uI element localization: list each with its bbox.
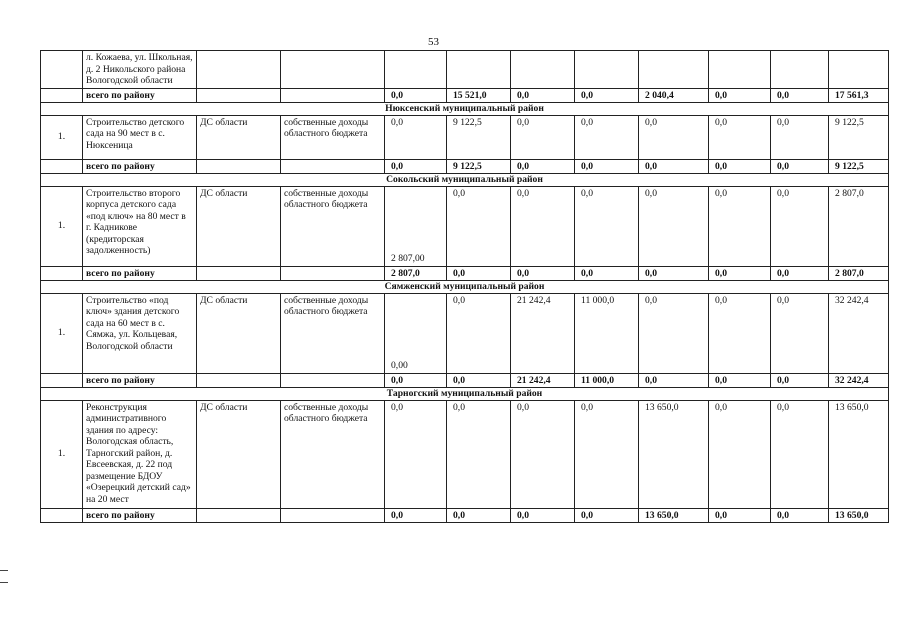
value-cell: 0,0 [511,400,575,508]
total-label: всего по району [83,159,197,174]
value-cell: 0,0 [771,88,829,103]
value-cell: 0,0 [709,400,771,508]
value-cell: 0,0 [447,373,511,388]
value-cell: 0,0 [709,293,771,373]
table-row [41,293,889,373]
value-cell: 0,0 [385,159,447,174]
value-cell: 0,0 [709,115,771,159]
value-cell: 32 242,4 [829,373,889,388]
value-cell: 9 122,5 [829,115,889,159]
total-row [41,508,889,523]
value-cell: 0,0 [511,186,575,266]
value-cell: 0,0 [639,373,709,388]
value-cell: 9 122,5 [829,159,889,174]
value-cell: 0,0 [575,159,639,174]
value-cell: 0,0 [771,186,829,266]
value-cell: 0,0 [639,293,709,373]
value-cell: 32 242,4 [829,293,889,373]
object-name: Реконструкция административного здания по адресу: Вологодская область, Тарногский район, д. Евсеевская, д. 22 под размещение БДОУ «Озерецкий детский сад» на 20 мест [83,400,197,508]
value-cell: 0,0 [511,115,575,159]
object-name: л. Кожаева, ул. Школьная, д. 2 Никольского района Вологодской области [83,51,197,89]
value-cell: 0,0 [575,266,639,281]
value-cell: 0,0 [709,159,771,174]
total-label: всего по району [83,508,197,523]
value-cell: 0,0 [709,186,771,266]
object-name: Строительство «под ключ» здания детского сада на 60 мест в с. Сямжа, ул. Кольцевая, Вологодской области [83,293,197,373]
value-cell: 21 242,4 [511,293,575,373]
section-title-row [41,281,889,294]
total-row [41,373,889,388]
budget-table [40,50,889,523]
section-title: Сямженский муниципальный район [41,281,889,294]
funding-source: ДС области [197,186,281,266]
value-cell: 0,0 [511,159,575,174]
total-label: всего по району [83,88,197,103]
value-cell: 0,0 [447,186,511,266]
value-cell: 2 807,0 [829,186,889,266]
object-name: Строительство детского сада на 90 мест в с. Нюксеница [83,115,197,159]
value-cell: 0,0 [385,373,447,388]
object-name: Строительство второго корпуса детского сада «под ключ» на 80 мест в г. Кадникове (кредиторская задолженность) [83,186,197,266]
value-cell: 0,0 [771,266,829,281]
value-cell: 2 807,00 [385,186,447,266]
funding-type: собственные доходы областного бюджета [281,115,385,159]
value-cell: 2 040,4 [639,88,709,103]
total-row [41,159,889,174]
value-cell: 0,0 [575,186,639,266]
value-cell: 2 807,0 [385,266,447,281]
value-cell: 9 122,5 [447,159,511,174]
value-cell: 2 807,0 [829,266,889,281]
value-cell: 0,0 [575,88,639,103]
value-cell: 0,0 [447,400,511,508]
row-index: 1. [41,400,83,508]
section-title: Нюксенский муниципальный район [41,103,889,116]
value-cell: 15 521,0 [447,88,511,103]
value-cell: 17 561,3 [829,88,889,103]
section-title-row [41,103,889,116]
value-cell: 0,0 [575,508,639,523]
value-cell: 0,0 [385,508,447,523]
value-cell: 0,00 [385,293,447,373]
value-cell: 0,0 [575,400,639,508]
funding-source: ДС области [197,400,281,508]
value-cell: 0,0 [771,400,829,508]
total-row [41,266,889,281]
funding-source: ДС области [197,293,281,373]
value-cell: 0,0 [511,266,575,281]
section-title-row [41,388,889,401]
value-cell: 0,0 [639,115,709,159]
value-cell: 13 650,0 [639,508,709,523]
funding-type: собственные доходы областного бюджета [281,293,385,373]
value-cell: 9 122,5 [447,115,511,159]
value-cell: 0,0 [709,373,771,388]
funding-source: ДС области [197,115,281,159]
value-cell: 0,0 [771,159,829,174]
table-row [41,186,889,266]
value-cell: 0,0 [575,115,639,159]
value-cell: 0,0 [771,115,829,159]
value-cell: 11 000,0 [575,373,639,388]
row-index: 1. [41,115,83,159]
value-cell: 13 650,0 [829,400,889,508]
value-cell: 0,0 [709,266,771,281]
row-index: 1. [41,186,83,266]
funding-type: собственные доходы областного бюджета [281,400,385,508]
value-cell: 13 650,0 [829,508,889,523]
value-cell: 0,0 [385,400,447,508]
value-cell: 0,0 [639,186,709,266]
section-title: Сокольский муниципальный район [41,174,889,187]
table-row [41,51,889,89]
value-cell: 0,0 [385,88,447,103]
value-cell: 0,0 [511,88,575,103]
table-row [41,115,889,159]
value-cell: 0,0 [709,88,771,103]
value-cell: 13 650,0 [639,400,709,508]
row-index: 1. [41,293,83,373]
value-cell: 11 000,0 [575,293,639,373]
value-cell: 0,0 [447,508,511,523]
total-label: всего по району [83,373,197,388]
value-cell: 0,0 [709,508,771,523]
section-title-row [41,174,889,187]
page-number: 53 [428,36,439,48]
value-cell: 0,0 [639,159,709,174]
total-label: всего по району [83,266,197,281]
value-cell: 0,0 [771,508,829,523]
value-cell: 0,0 [639,266,709,281]
value-cell: 0,0 [771,293,829,373]
value-cell: 0,0 [385,115,447,159]
value-cell: 0,0 [447,293,511,373]
section-title: Тарногский муниципальный район [41,388,889,401]
table-row [41,400,889,508]
value-cell: 0,0 [511,508,575,523]
value-cell: 0,0 [771,373,829,388]
total-row [41,88,889,103]
value-cell: 0,0 [447,266,511,281]
value-cell: 21 242,4 [511,373,575,388]
funding-type: собственные доходы областного бюджета [281,186,385,266]
